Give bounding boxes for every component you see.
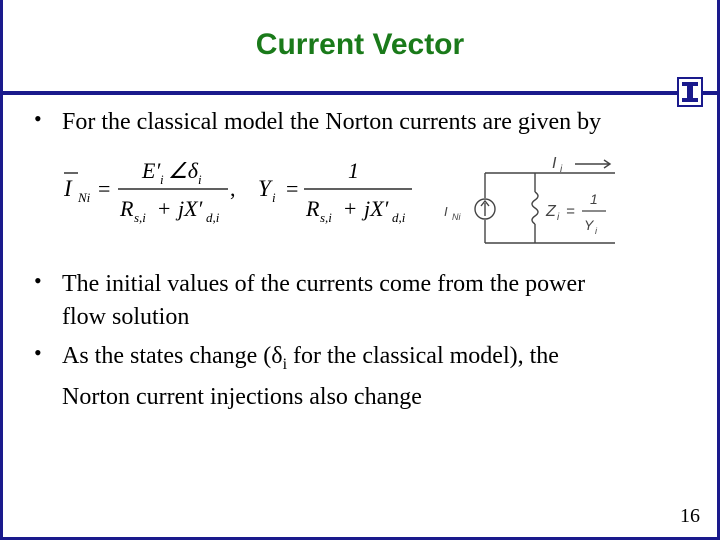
bullet-3-pre: As the states change ( — [62, 343, 272, 369]
formula-lhs-i: I — [64, 176, 72, 201]
formula-den2-r-sub: s,i — [320, 210, 332, 225]
diagram-current-label: I — [552, 155, 557, 172]
diagram-impedance-label-sub: i — [557, 212, 560, 223]
impedance-squiggle-icon — [532, 192, 538, 224]
slide-title: Current Vector — [255, 28, 465, 61]
page-number: 16 — [680, 505, 700, 527]
formula-lhs-i-sub: Ni — [78, 190, 91, 205]
diagram-frac-num: 1 — [590, 191, 598, 207]
formula-comma: , — [230, 176, 236, 201]
formula-den2-jx-sub: d,i — [392, 210, 406, 225]
formula-den-plus: + — [158, 196, 171, 221]
formula-num-e-sub: i — [160, 172, 164, 187]
formula-den-jx: jX′ — [178, 196, 203, 221]
bullet-text-1: For the classical model the Norton currents are given by — [62, 109, 602, 135]
formula-num-one: 1 — [348, 158, 359, 183]
formula-den2-plus: + — [344, 196, 357, 221]
diagram-source-label: I — [444, 204, 448, 219]
bullet-marker: • — [34, 106, 42, 131]
diagram-current-label-sub: i — [560, 164, 563, 175]
formula-den-r-sub: s,i — [134, 210, 146, 225]
diagram-impedance-label: Z — [546, 203, 556, 220]
formula-den2-jx: jX′ — [364, 196, 389, 221]
diagram-frac-den-sub: i — [595, 226, 597, 236]
bullet-marker: • — [34, 268, 42, 293]
formula-lhs-y-sub: i — [272, 190, 276, 205]
formula-num-angle-sub: i — [198, 172, 202, 187]
university-logo-icon — [677, 77, 703, 107]
formula-den2-r: R — [306, 196, 320, 221]
norton-equivalent-circuit-sketch — [440, 148, 630, 253]
bullet-2-line-1: The initial values of the currents come from the power — [62, 271, 586, 297]
diagram-frac-den: Y — [584, 217, 594, 233]
bullet-text-3 — [62, 340, 702, 414]
bullet-3-line-1 — [62, 340, 702, 381]
formula-den-jx-sub: d,i — [206, 210, 220, 225]
formula-equals-2: = — [286, 176, 299, 201]
diagram-source-label-sub: Ni — [452, 212, 461, 222]
formula-num-angle: ∠δ — [168, 158, 198, 183]
bullet-text-2 — [62, 268, 702, 334]
formula-den-r: R — [120, 196, 134, 221]
bullet-3-delta: δ — [271, 343, 283, 369]
formula-num-e: E′ — [142, 158, 161, 183]
bullet-2-line-2: flow solution — [62, 304, 190, 330]
slide-frame-left — [0, 0, 3, 540]
bullet-3-post: for the classical model), the — [287, 343, 559, 369]
formula-equals-1: = — [98, 176, 111, 201]
norton-current-formula — [60, 152, 430, 232]
bullet-3-sub: i — [282, 355, 288, 373]
bullet-marker: • — [34, 340, 42, 365]
diagram-equals: = — [566, 203, 575, 220]
formula-lhs-y: Y — [258, 176, 271, 201]
bullet-3-line-2: Norton current injections also change — [62, 383, 422, 410]
title-divider — [0, 91, 720, 95]
